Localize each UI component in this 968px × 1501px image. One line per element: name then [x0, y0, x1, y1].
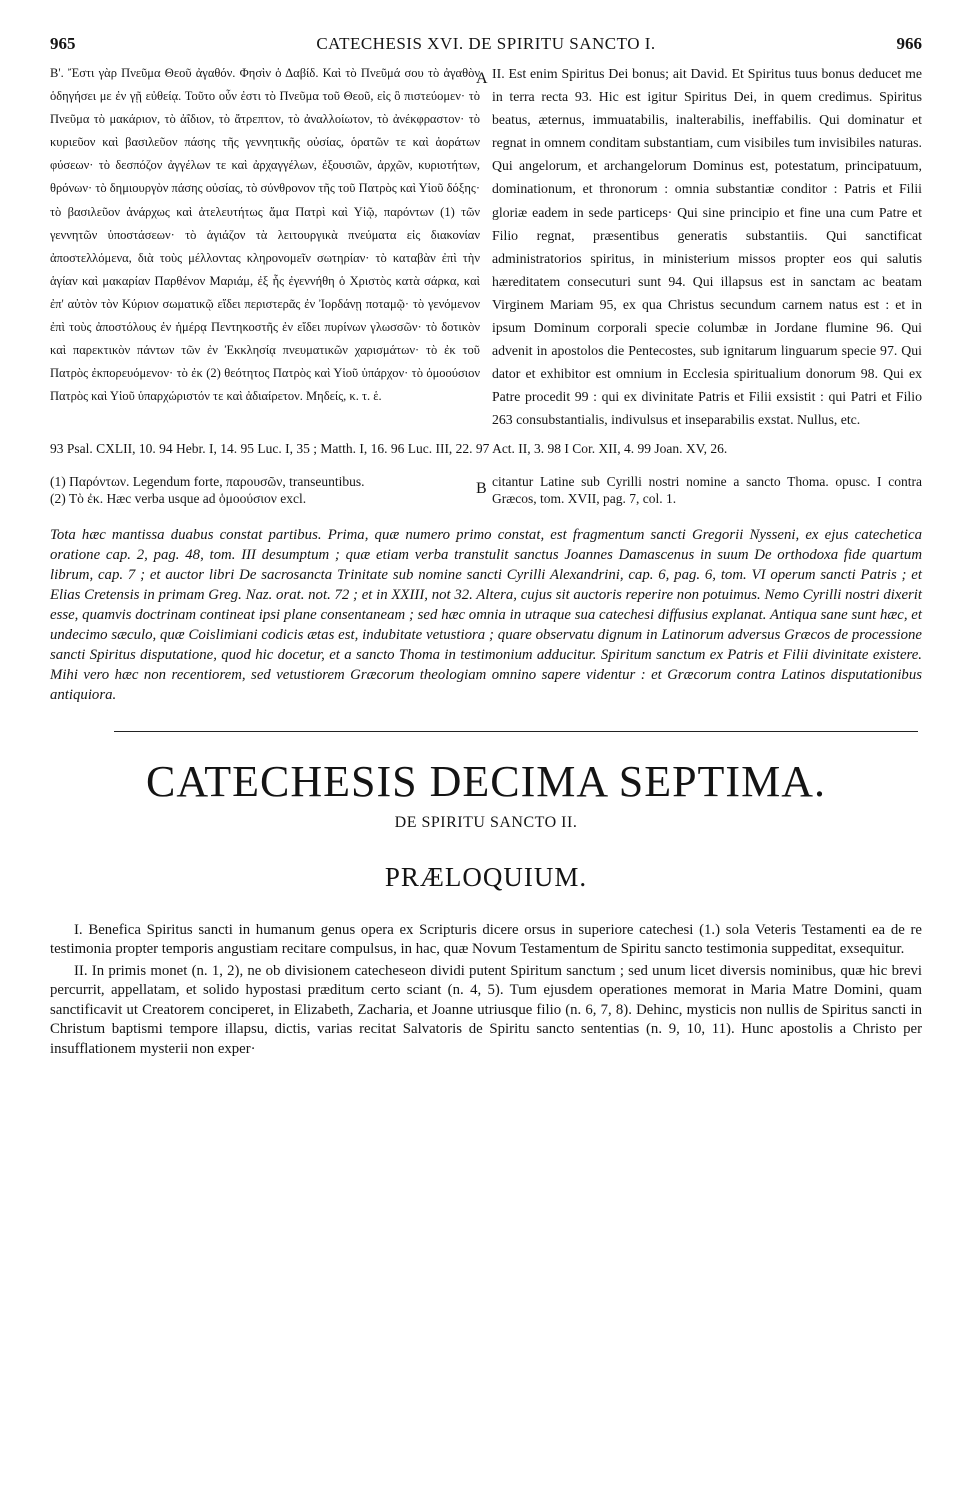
summary-paragraph-1: I. Benefica Spiritus sancti in humanum genus opera ex Scripturis dicere orsus in superiore catechesi (1.) sola Veteris Testamenti ea de re testimonia propter temporis angustiam recitare compulsus, in hac, quæ Novum Testamentum de Spiritu sancto testimonia suppeditat, exsequitur.: [50, 921, 922, 958]
praeloquium-summary: [50, 921, 922, 1060]
editor-intro-paragraph: Tota hæc mantissa duabus constat partibus. Prima, quæ numero primo constat, est fragmentum sancti Gregorii Nysseni, ex ejus catechetica oratione cap. 2, pag. 48, tom. III desumptum ; quæ etiam verba transtulit sanctus Joannes Damascenus in suum De orthodoxa fide quartum librum, cap. 7 ; et auctor libri De sacrosancta Trinitate sub nomine sancti Cyrilli Alexandrini, cap. 6, pag. 6, tom. VI operum sancti Patris ; et Elias Cretensis in primam Greg. Naz. orat. not. 72 ; et in XXIII, not 32. Altera, cujus sit auctoris reperire non potuimus. Nemo Cyrilli nostri dixerit esse, quamvis doctrinam contineat ipsi plane consentaneam ; sed hæc omnia in utraque sua catechesi diffusius explanat. Antiqua sane sunt hæc, et undecimo sæculo, quæ Coislimiani codicis ætas est, indubitate vetustiora ; quare observatu dignum in Latinorum adversus Græcos de processione sancti Spiritus disputatione, quod hic docetur, et a sancto Thoma in testimonium adducitur. Spiritum sanctum ex Patris et Filii divinitate existere. Mihi vero hæc non recentiorem, sed vetustiorem Græcorum theologiam omnino sapere videntur : et Græcorum contra Latinos disputationibus antiquiora.: [50, 526, 922, 703]
catechesis-subtitle: DE SPIRITU SANCTO II.: [394, 813, 578, 831]
summary-paragraph-2: II. In primis monet (n. 1, 2), ne ob divisionem catecheseon dividi putent Spiritum sanctum ; sed unum licet diversis nominibus, quæ hic brevi percurrit, appellatam, et solido hypostasi præditum certo sciant (n. 4, 5). Tum ejusdem operationes memorat in Maria Matre Domini, quam sanctificavit ut Creatorem conciperet, in Elizabeth, Zacharia, et Joanne utriusque filio (n. 6, 7, 8). Dehinc, mysticis non nullis de Spiritus sancti in Christum baptismi tempore illapsu, dictis, varias recitat Salvatoris de Spiritu sancto sententias (n. 9, 10, 11). Hunc apostolis a Christo per insufflationem mysterii non exper·: [50, 962, 922, 1058]
footnotes-left: [50, 473, 480, 507]
scripture-references: 93 Psal. CXLII, 10. 94 Hebr. I, 14. 95 Luc. I, 35 ; Matth. I, 16. 96 Luc. III, 22. 97 Act. II, 3. 98 I Cor. XII, 4. 99 Joan. XV, 26.: [50, 440, 728, 456]
footnote-continuation: citantur Latine sub Cyrilli nostri nomine a sancto Thoma. opusc. I contra Græcos, tom. XVII, pag. 7, col. 1.: [492, 473, 922, 506]
section-divider: [114, 731, 918, 732]
page-number-right: 966: [896, 34, 922, 53]
column-marker-b: B: [476, 480, 487, 497]
greek-column: Β'. Ἔστι γὰρ Πνεῦμα Θεοῦ ἀγαθόν. Φησὶν ὁ Δαβίδ. Καὶ τὸ Πνεῦμά σου τὸ ἀγαθὸν ὁδηγήσει με ἐν γῇ εὐθείᾳ. Τοῦτο οὖν ἐστι τὸ Πνεῦμα τοῦ Θεοῦ, εἰς ὃ πιστεύομεν· τὸ Πνεῦμα τὸ μακάριον, τὸ ἀΐδιον, τὸ ἄτρεπτον, τὸ ἀναλλοίωτον, τὸ ἀνέκφραστον· τὸ κυριεῦον καὶ βασιλεῦον πάσης τῆς γεννητικῆς οὐσίας, ὁρατῶν τε καὶ ἀοράτων φύσεων· τὸ δεσπόζον ἀγγέλων τε καὶ ἀρχαγγέλων, ἐξουσιῶν, ἀρχῶν, κυριοτήτων, θρόνων· τὸ δημιουργὸν πάσης οὐσίας, τὸ σύνθρονον τῆς τοῦ Πατρὸς καὶ Υἱοῦ δόξης· τὸ βασιλεῦον ἀνάρχως καὶ ἀτελευτήτως ἅμα Πατρὶ καὶ Υἱῷ, παρόντων (1) τῶν γεννητῶν ὑποστάσεων· τὸ ἁγιάζον τὰ λειτουργικὰ πνεύματα εἰς διακονίαν ἀποστελλόμενα, διὰ τοὺς μέλλοντας κληρονομεῖν σωτηρίαν· τὸ καταβὰν ἐπὶ τὴν ἁγίαν καὶ μακαρίαν Παρθένον Μαριάμ, ἐξ ἧς ἐγεννήθη ὁ Χριστὸς κατὰ σάρκα, καὶ ἐπ' αὐτὸν τὸν Κύριον σωματικῷ εἴδει περιστερᾶς ἐν Ἰορδάνῃ ποταμῷ· τὸ γενόμενον ἐπὶ τοὺς ἀποστόλους ἐν ἡμέρᾳ Πεντηκοστῆς ἐν εἴδει πυρίνων γλωσσῶν· τὸ δοτικὸν καὶ παρεκτικὸν πάντων τῶν ἐν Ἐκκλησίᾳ πνευματικῶν χαρισμάτων· τὸ ἐκ τοῦ Πατρὸς ἐκπορευόμενον· τὸ ἐκ (2) θεότητος Πατρὸς καὶ Υἱοῦ ὑπάρχον· τὸ ὁμοούσιον Πατρὸς καὶ Υἱοῦ ὑπαρχώριστόν τε καὶ ἀδιαίρετον. Μηδείς, κ. τ. ἑ.: [50, 66, 480, 404]
footnotes-right: [492, 473, 922, 507]
catechesis-title: CATECHESIS DECIMA SEPTIMA.: [146, 756, 826, 806]
footnote-1: (1) Παρόντων. Legendum forte, παρουσῶν, transeuntibus.: [50, 473, 365, 489]
running-head: [50, 30, 922, 58]
page-number-left: 965: [50, 34, 76, 53]
column-marker-a: A: [476, 70, 488, 87]
latin-column: II. Est enim Spiritus Dei bonus; ait David. Et Spiritus tuus bonus deducet me in terra recta 93. Hic est igitur Spiritus Dei, in quem credimus. Spiritus beatus, æternus, immuatabilis, inalterabilis, ineffabilis. Qui dominatur et regnat in omnem conditam substantiam, cum visibiles tum invisibiles naturas. Qui angelorum, et archangelorum Dominus est, potestatum, principatuum, dominationum, et thronorum : omnia substantiæ conditor : Patris et Filii gloriæ eadem in sede particeps· Qui sine principio et fine una cum Patre et Filio regnat, præsentibus generatis substantiis. Qui sanctificat administratorios spiritus, in ministerium missos propter eos qui salutis hæreditatem consecuturi sunt 94. Qui illapsus est in sanctam ac beatam Virginem Mariam 95, ex qua Christus secundum carnem natus est : et in ipsum Dominum corporali specie columbæ in Jordane flumine 96. Qui advenit in apostolos die Pentecostes, sub ignitarum linguarum specie 97. Qui dator et exhibitor est omnium in Ecclesia spiritualium donorum 98. Qui ex Patre procedit 99 : qui ex divinitate Patris et Filii exsistit : qui Patri et Filio 263 consubstantialis, indivulsus et inseparabilis exstat. Nullus, etc.: [492, 66, 922, 428]
praeloquium-heading: PRÆLOQUIUM.: [384, 861, 588, 892]
footnote-2: (2) Τὸ ἐκ. Hæc verba usque ad ὁμοούσιον excl.: [50, 490, 307, 506]
running-title: CATECHESIS XVI. DE SPIRITU SANCTO I.: [316, 34, 656, 53]
